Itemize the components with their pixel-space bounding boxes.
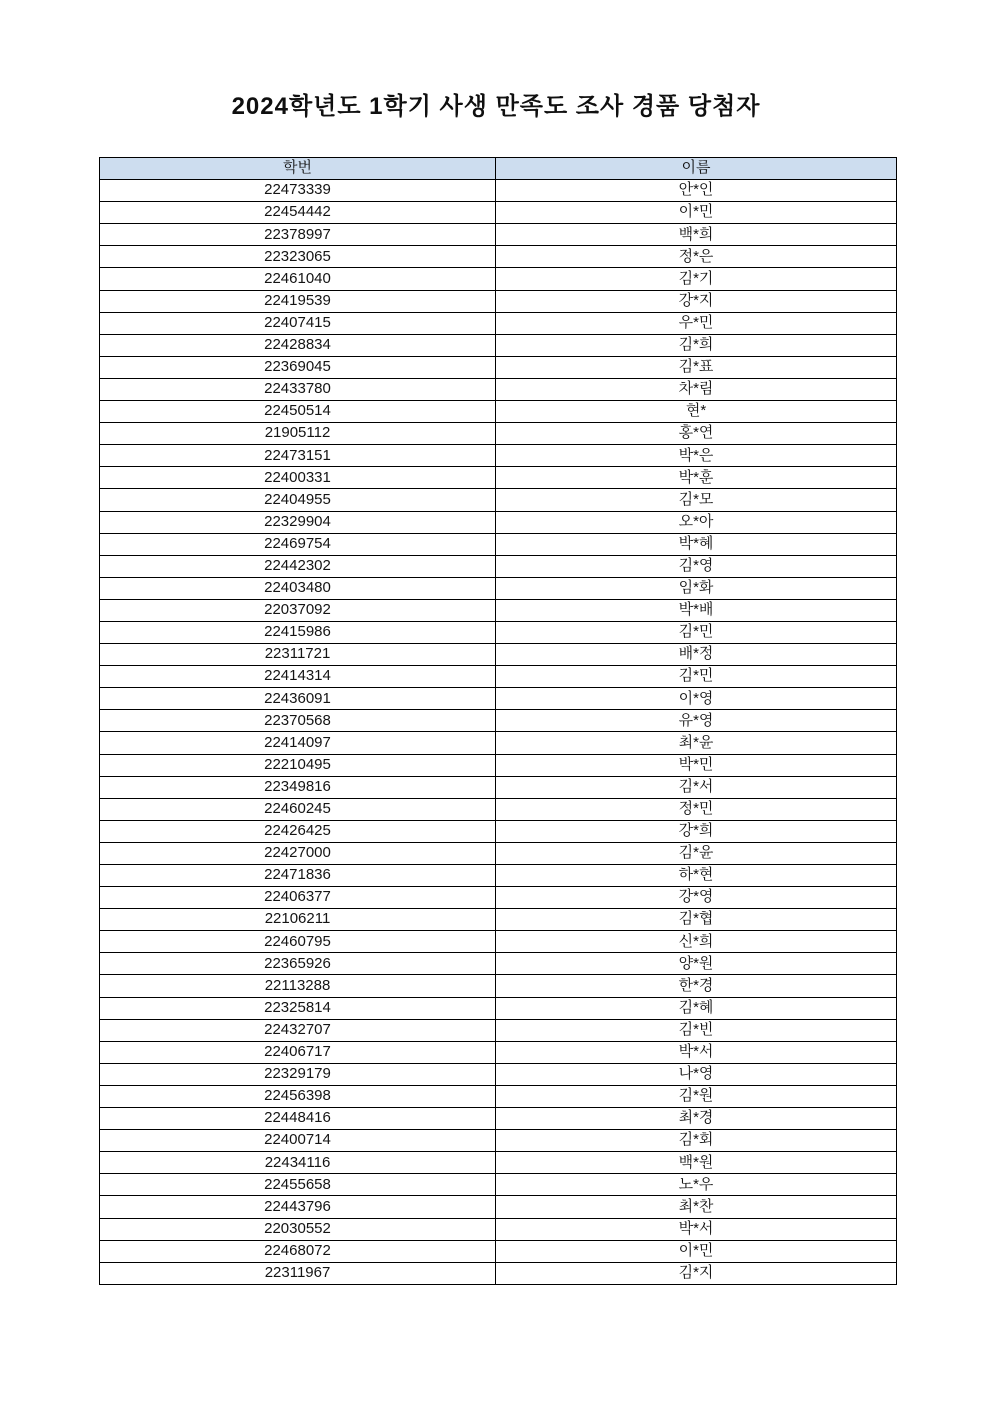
table-row [100, 1019, 897, 1041]
name-cell: 이*민 [496, 1240, 897, 1262]
table-row [100, 489, 897, 511]
table-row [100, 1174, 897, 1196]
name-header: 이름 [496, 158, 897, 180]
name-cell: 노*우 [496, 1174, 897, 1196]
table-row [100, 511, 897, 533]
name-cell: 안*인 [496, 180, 897, 202]
student-id-cell: 22106211 [100, 909, 496, 931]
table-row [100, 224, 897, 246]
student-id-cell: 22432707 [100, 1019, 496, 1041]
student-id-cell: 22406717 [100, 1041, 496, 1063]
student-id-cell: 22030552 [100, 1218, 496, 1240]
student-id-cell: 22407415 [100, 312, 496, 334]
name-cell: 김*기 [496, 268, 897, 290]
student-id-cell: 22037092 [100, 599, 496, 621]
name-cell: 김*회 [496, 1130, 897, 1152]
table-row [100, 577, 897, 599]
table-row [100, 798, 897, 820]
table-row [100, 202, 897, 224]
table-row [100, 887, 897, 909]
student-id-cell: 22406377 [100, 887, 496, 909]
table-row [100, 378, 897, 400]
student-id-cell: 22455658 [100, 1174, 496, 1196]
table-row [100, 1196, 897, 1218]
student-id-cell: 21905112 [100, 423, 496, 445]
name-cell: 박*훈 [496, 467, 897, 489]
name-cell: 신*희 [496, 931, 897, 953]
name-cell: 김*윤 [496, 842, 897, 864]
student-id-cell: 22325814 [100, 997, 496, 1019]
table-body [100, 180, 897, 1285]
student-id-cell: 22436091 [100, 688, 496, 710]
name-cell: 임*화 [496, 577, 897, 599]
table-row [100, 754, 897, 776]
student-id-cell: 22311721 [100, 644, 496, 666]
name-cell: 백*희 [496, 224, 897, 246]
name-cell: 김*모 [496, 489, 897, 511]
name-cell: 한*경 [496, 975, 897, 997]
student-id-cell: 22349816 [100, 776, 496, 798]
student-id-cell: 22442302 [100, 555, 496, 577]
table-row [100, 1152, 897, 1174]
name-cell: 백*원 [496, 1152, 897, 1174]
table-row [100, 555, 897, 577]
name-cell: 김*지 [496, 1262, 897, 1284]
table-row [100, 666, 897, 688]
student-id-cell: 22460795 [100, 931, 496, 953]
student-id-cell: 22473339 [100, 180, 496, 202]
name-cell: 우*민 [496, 312, 897, 334]
table-row [100, 776, 897, 798]
student-id-cell: 22456398 [100, 1085, 496, 1107]
name-cell: 박*서 [496, 1041, 897, 1063]
name-cell: 김*영 [496, 555, 897, 577]
table-row [100, 423, 897, 445]
table-row [100, 533, 897, 555]
table-row [100, 975, 897, 997]
table-row [100, 1262, 897, 1284]
student-id-cell: 22434116 [100, 1152, 496, 1174]
table-row [100, 1108, 897, 1130]
student-id-cell: 22400331 [100, 467, 496, 489]
table-row [100, 865, 897, 887]
table-row [100, 290, 897, 312]
table-row [100, 1130, 897, 1152]
student-id-cell: 22311967 [100, 1262, 496, 1284]
table-header-row [100, 158, 897, 180]
name-cell: 박*혜 [496, 533, 897, 555]
table-row [100, 953, 897, 975]
name-cell: 정*은 [496, 246, 897, 268]
name-cell: 최*찬 [496, 1196, 897, 1218]
name-cell: 김*희 [496, 334, 897, 356]
table-row [100, 467, 897, 489]
name-cell: 김*원 [496, 1085, 897, 1107]
table-row [100, 599, 897, 621]
table-row [100, 732, 897, 754]
student-id-cell: 22468072 [100, 1240, 496, 1262]
table-row [100, 1085, 897, 1107]
name-cell: 김*혜 [496, 997, 897, 1019]
student-id-cell: 22427000 [100, 842, 496, 864]
student-id-cell: 22329904 [100, 511, 496, 533]
table-row [100, 820, 897, 842]
name-cell: 오*아 [496, 511, 897, 533]
table-row [100, 644, 897, 666]
name-cell: 최*경 [496, 1108, 897, 1130]
student-id-cell: 22460245 [100, 798, 496, 820]
name-cell: 배*정 [496, 644, 897, 666]
student-id-cell: 22400714 [100, 1130, 496, 1152]
name-cell: 강*지 [496, 290, 897, 312]
name-cell: 박*은 [496, 445, 897, 467]
student-id-cell: 22443796 [100, 1196, 496, 1218]
student-id-cell: 22419539 [100, 290, 496, 312]
table-row [100, 268, 897, 290]
table-row [100, 445, 897, 467]
name-cell: 이*영 [496, 688, 897, 710]
name-cell: 김*협 [496, 909, 897, 931]
table-row [100, 312, 897, 334]
name-cell: 나*영 [496, 1063, 897, 1085]
name-cell: 하*현 [496, 865, 897, 887]
name-cell: 박*서 [496, 1218, 897, 1240]
student-id-cell: 22450514 [100, 401, 496, 423]
name-cell: 정*민 [496, 798, 897, 820]
table-row [100, 334, 897, 356]
table-row [100, 997, 897, 1019]
name-cell: 이*민 [496, 202, 897, 224]
table-row [100, 180, 897, 202]
table-row [100, 1041, 897, 1063]
table-row [100, 621, 897, 643]
name-cell: 강*희 [496, 820, 897, 842]
student-id-header: 학번 [100, 158, 496, 180]
table-row [100, 842, 897, 864]
name-cell: 김*서 [496, 776, 897, 798]
student-id-cell: 22473151 [100, 445, 496, 467]
name-cell: 김*표 [496, 356, 897, 378]
student-id-cell: 22210495 [100, 754, 496, 776]
name-cell: 유*영 [496, 710, 897, 732]
table-header [100, 158, 897, 180]
student-id-cell: 22369045 [100, 356, 496, 378]
name-cell: 차*림 [496, 378, 897, 400]
name-cell: 김*빈 [496, 1019, 897, 1041]
student-id-cell: 22365926 [100, 953, 496, 975]
table-row [100, 688, 897, 710]
table-row [100, 246, 897, 268]
winners-table [99, 157, 897, 1285]
table-row [100, 1240, 897, 1262]
student-id-cell: 22414314 [100, 666, 496, 688]
student-id-cell: 22471836 [100, 865, 496, 887]
student-id-cell: 22461040 [100, 268, 496, 290]
student-id-cell: 22378997 [100, 224, 496, 246]
student-id-cell: 22415986 [100, 621, 496, 643]
student-id-cell: 22433780 [100, 378, 496, 400]
student-id-cell: 22414097 [100, 732, 496, 754]
student-id-cell: 22428834 [100, 334, 496, 356]
student-id-cell: 22403480 [100, 577, 496, 599]
table-row [100, 1218, 897, 1240]
student-id-cell: 22323065 [100, 246, 496, 268]
student-id-cell: 22454442 [100, 202, 496, 224]
name-cell: 김*민 [496, 621, 897, 643]
name-cell: 현* [496, 401, 897, 423]
table-row [100, 356, 897, 378]
table-row [100, 931, 897, 953]
name-cell: 양*원 [496, 953, 897, 975]
table-row [100, 909, 897, 931]
name-cell: 박*배 [496, 599, 897, 621]
table-row [100, 401, 897, 423]
student-id-cell: 22426425 [100, 820, 496, 842]
student-id-cell: 22370568 [100, 710, 496, 732]
student-id-cell: 22113288 [100, 975, 496, 997]
name-cell: 최*윤 [496, 732, 897, 754]
name-cell: 홍*연 [496, 423, 897, 445]
table-row [100, 710, 897, 732]
page-title: 2024학년도 1학기 사생 만족도 조사 경품 당첨자 [231, 93, 761, 120]
name-cell: 강*영 [496, 887, 897, 909]
student-id-cell: 22329179 [100, 1063, 496, 1085]
student-id-cell: 22448416 [100, 1108, 496, 1130]
student-id-cell: 22404955 [100, 489, 496, 511]
table-row [100, 1063, 897, 1085]
student-id-cell: 22469754 [100, 533, 496, 555]
name-cell: 박*민 [496, 754, 897, 776]
name-cell: 김*민 [496, 666, 897, 688]
